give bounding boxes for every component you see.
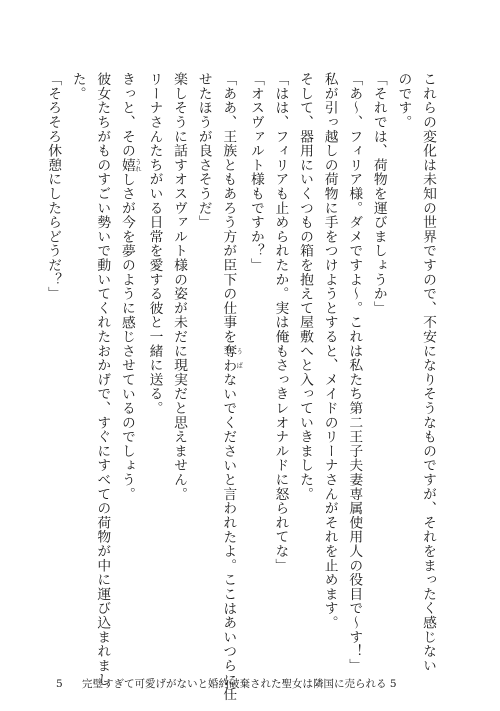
text-line: のです。 <box>395 72 412 130</box>
text-line: 「あ〜、フィリア様。ダメですよ〜。これは私たち第二王子夫妻専属使用人の役目で〜す！」 <box>346 72 363 673</box>
text-segment: きっと、その <box>118 72 135 158</box>
text-segment: しさが今を夢のように感じさせているのでしょう。 <box>118 172 135 502</box>
running-title: 完璧すぎて可愛げがないと婚約破棄された聖女は隣国に売られる 5 <box>82 678 397 690</box>
ruby-annotation <box>220 343 244 373</box>
ruby-base: 嬉 <box>118 157 135 173</box>
text-line: 「はは、フィリアも止められたか。実は俺もさっきレオナルドに怒られてな」 <box>272 72 289 573</box>
text-line: た。 <box>69 72 86 101</box>
text-line: 楽しそうに話すオスヴァルト様の姿が未だに現実だと思えません。 <box>171 72 188 501</box>
text-line: 「そろそろ休憩にしたらどうだ？」 <box>45 72 62 301</box>
text-line: リーナさんたちがいる日常を愛する彼と一緒に送る。 <box>146 72 163 416</box>
text-line: これらの変化は未知の世界ですので、不安になりそうなものですが、それをまったく感じない <box>420 72 436 673</box>
text-line: 「オスヴァルト様もですか？」 <box>247 72 264 273</box>
ruby-reading: うば <box>235 343 244 373</box>
text-line <box>114 72 142 650</box>
text-line: そして、器用にいくつもの箱を抱えて屋敷へと入っていきました。 <box>297 72 314 501</box>
page-footer <box>56 676 397 691</box>
text-line: 私が引っ越しの荷物に手をつけようとすると、メイドのリーナさんがそれを止めます。 <box>321 72 338 630</box>
ruby-annotation <box>118 157 142 173</box>
text-line: 彼女たちがものすごい勢いで動いてくれたおかげで、すぐにすべての荷物が中に運び込まれまし <box>94 72 111 687</box>
page-number: 5 <box>56 678 63 690</box>
text-line: 「それでは、荷物を運びましょうか」 <box>370 72 387 316</box>
text-segment: 「ああ、王族ともあろう方が臣下の仕事を <box>220 72 237 344</box>
text-segment: ないでくださいと言われたよ。ここはあいつらに任 <box>220 372 237 702</box>
text-line <box>216 72 244 702</box>
text-line: せたほうが良さそうだ」 <box>195 72 212 230</box>
ruby-base: 奪わ <box>220 343 237 373</box>
ruby-reading: うれ <box>133 157 142 173</box>
